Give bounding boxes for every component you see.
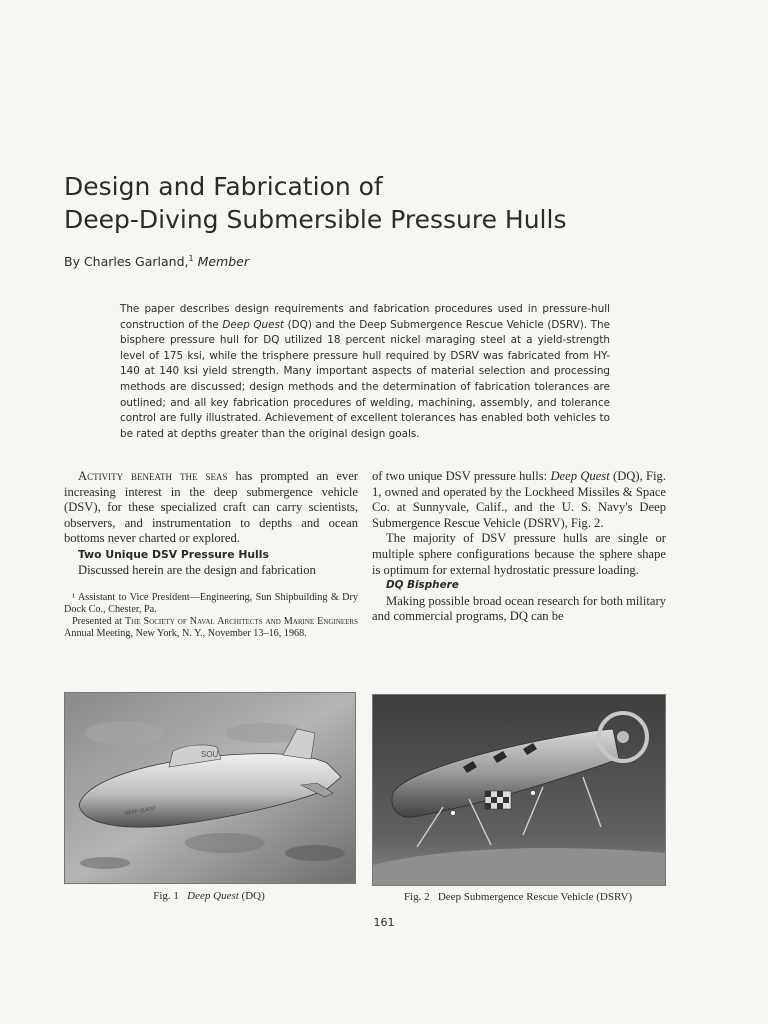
footnote-affiliation: ¹ Assistant to Vice President—Engineering, Sun Shipbuilding & Dry Dock Co., Chester, Pa. — [64, 592, 358, 615]
figure-1-label: Fig. 1 — [153, 890, 179, 902]
dq-paragraph: Making possible broad ocean research for both military and commercial programs, DQ can be — [372, 593, 666, 624]
figure-1-name-italic: Deep Quest — [187, 890, 239, 902]
author-membership: Member — [197, 254, 249, 270]
continued-text-1: of two unique DSV pressure hulls: — [372, 469, 551, 483]
figure-1-caption — [64, 890, 354, 902]
figure-2-photo — [372, 694, 666, 886]
footnote-society: The Society of Naval Architects and Marine Engineers — [124, 615, 358, 627]
hull-marking: DEEP QUEST — [124, 805, 157, 817]
left-column — [64, 469, 358, 639]
figure-1-photo — [64, 692, 356, 884]
abstract-italic: Deep Quest — [222, 318, 285, 331]
abstract-text-1: The paper describes design requirements and fabrication procedures used in pressure-hull construction of the — [120, 303, 610, 331]
paper-title — [64, 170, 704, 236]
continued-paragraph — [372, 469, 666, 531]
right-column — [372, 469, 666, 625]
sphere-paragraph: The majority of DSV pressure hulls are single or multiple sphere configurations because the sphere shape is optimum for external hydrostatic pressure loading. — [372, 531, 666, 577]
footnote-presented — [64, 616, 358, 640]
figure-1-name-rest: (DQ) — [238, 890, 265, 902]
title-line-1: Design and Fabrication of — [64, 172, 383, 201]
author-footnote-mark: 1 — [188, 254, 194, 263]
page-number: 161 — [373, 916, 395, 929]
section-paragraph: Discussed herein are the design and fabrication — [78, 562, 316, 577]
author-line — [64, 254, 249, 269]
author-name: By Charles Garland, — [64, 254, 189, 270]
title-line-2: Deep-Diving Submersible Pressure Hulls — [64, 205, 567, 234]
sail-marking: SOU — [201, 750, 219, 759]
intro-text: has prompted an ever increasing interest in the deep submergence vehicle (DSV), for these specialized craft can carry scientists, observers, and instrumentation to depths and ocean bottoms never charted or explored. — [64, 469, 358, 546]
intro-lead-smallcaps: Activity beneath the seas — [78, 469, 228, 483]
section-heading-dq-bisphere: DQ Bisphere — [386, 579, 459, 592]
abstract — [120, 302, 610, 442]
footnote-meeting: Annual Meeting, New York, N. Y., November 13–16, 1968. — [64, 627, 307, 639]
abstract-text-2: (DQ) and the Deep Submergence Rescue Vehicle (DSRV). The bisphere pressure hull for DQ utilized 18 percent nickel maraging steel at a yield-strength level of 175 ksi, while the trisphere pressure hull required by DSRV was fabricated from HY-140 at 140 ksi yield strength. Many important aspects of material selection and processing methods are discussed; design methods and the determination of fabrication tolerances are outlined; and all key fabrication procedures of welding, machining, assembly, and tolerance control are fully illustrated. Achievement of excellent tolerances has enabled both vehicles to be rated at depths greater than the original design goals. — [120, 318, 610, 440]
continued-italic: Deep Quest — [550, 469, 610, 483]
section-heading-two-unique: Two Unique DSV Pressure Hulls — [78, 547, 269, 561]
footnote-presented-text: Presented at — [72, 615, 125, 627]
deep-quest-illustration — [65, 693, 355, 883]
figure-2-caption: Fig. 2 Deep Submergence Rescue Vehicle (DSRV) — [403, 891, 633, 903]
continued-text-2: (DQ), Fig. 1, owned and operated by the Lockheed Missiles & Space Co. at Sunnyvale, Calif., and the U. S. Navy's Deep Submergence Rescue Vehicle (DSRV), Fig. 2. — [372, 469, 666, 530]
intro-paragraph — [64, 469, 358, 547]
dsrv-illustration — [373, 695, 665, 885]
footnote — [64, 592, 358, 639]
